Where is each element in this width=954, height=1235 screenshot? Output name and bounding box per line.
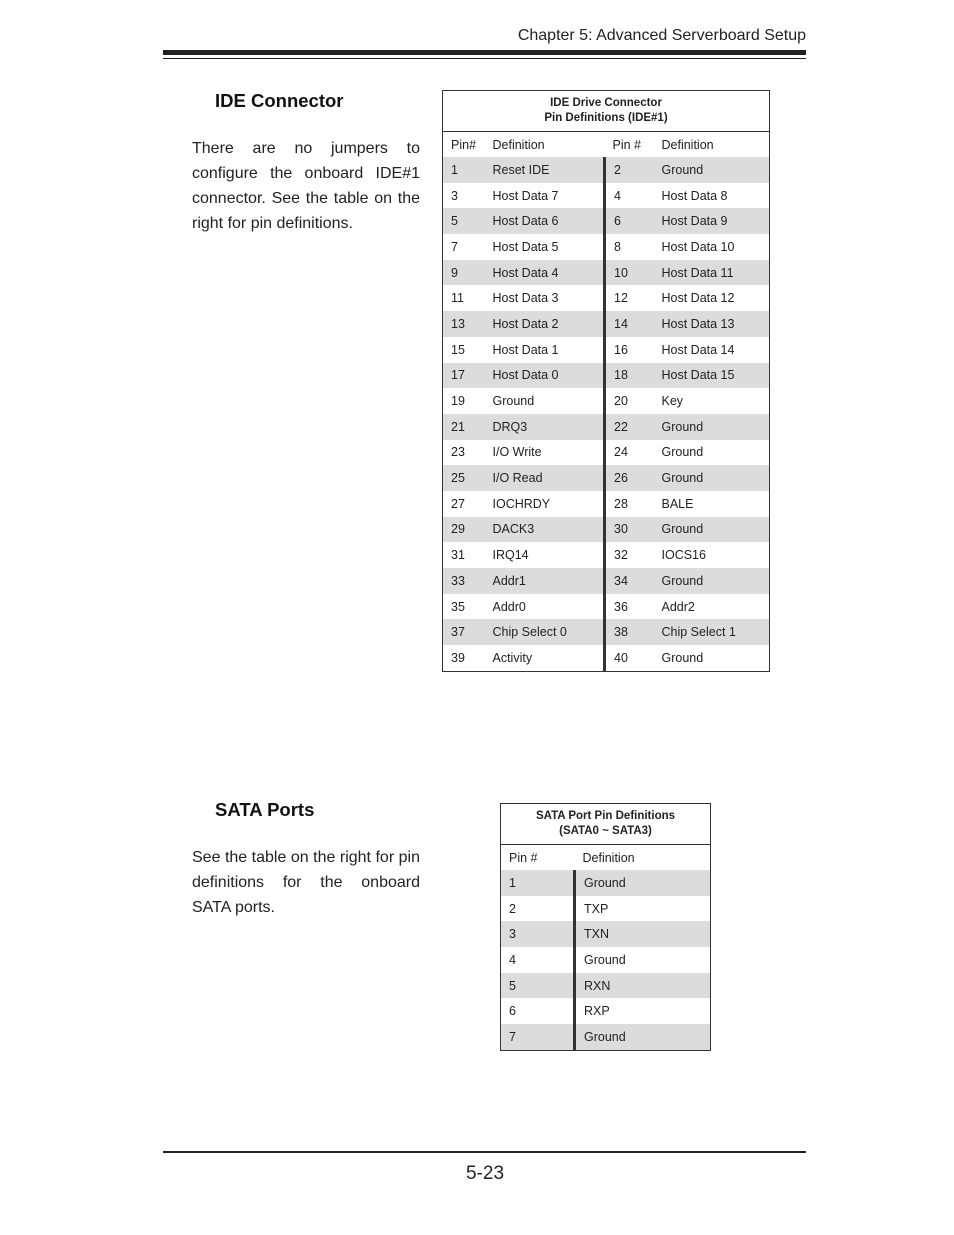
pin-definition: Ground xyxy=(654,517,770,543)
pin-number: 13 xyxy=(443,311,485,337)
pin-number: 38 xyxy=(605,619,654,645)
table-row xyxy=(443,414,770,440)
pin-definition: Chip Select 1 xyxy=(654,619,770,645)
pin-number: 4 xyxy=(605,183,654,209)
pin-definition: Host Data 3 xyxy=(492,291,559,306)
pin-number: 12 xyxy=(605,285,654,311)
pin-definition: TXP xyxy=(575,896,711,922)
sata-table-caption-line1: SATA Port Pin Definitions xyxy=(535,810,676,822)
pin-definition: RXN xyxy=(575,973,711,999)
pin-definition: Host Data 0 xyxy=(485,363,605,389)
pin-definition: Ground xyxy=(575,870,711,896)
footer-rule xyxy=(163,1151,806,1153)
pin-definition: Host Data 4 xyxy=(485,260,605,286)
table-row xyxy=(501,998,711,1024)
table-row xyxy=(443,363,770,389)
pin-definition: Host Data 6 xyxy=(485,208,605,234)
pin-number: 9 xyxy=(443,260,485,286)
pin-number: 27 xyxy=(451,496,465,511)
table-row xyxy=(501,921,711,947)
pin-definition: Host Data 2 xyxy=(485,311,605,337)
table-row xyxy=(443,183,770,209)
pin-definition: IRQ14 xyxy=(492,548,529,563)
pin-number: 29 xyxy=(443,517,485,543)
pin-definition: Ground xyxy=(661,650,704,665)
sata-ports-heading: SATA Ports xyxy=(215,799,315,820)
pin-definition: Host Data 5 xyxy=(492,239,559,254)
pin-definition: Key xyxy=(661,394,684,409)
pin-number: 23 xyxy=(451,445,465,460)
pin-number: 16 xyxy=(605,337,654,363)
sata-table-body xyxy=(501,845,711,1051)
sata-table-column-headers xyxy=(501,845,711,871)
table-row xyxy=(443,157,770,183)
pin-number: 6 xyxy=(605,208,654,234)
table-row xyxy=(501,870,711,896)
pin-number: 34 xyxy=(605,568,654,594)
sata-pin-table xyxy=(500,803,711,1051)
pin-definition: I/O Read xyxy=(485,465,605,491)
pin-number: 1 xyxy=(443,157,485,183)
pin-number: 2 xyxy=(605,157,654,183)
pin-definition: Host Data 7 xyxy=(492,188,559,203)
pin-number: 4 xyxy=(509,952,516,967)
ide-table-column-headers xyxy=(443,132,770,158)
ide-table-body xyxy=(443,132,770,672)
pin-definition: IOCHRDY xyxy=(492,496,551,511)
pin-definition: Ground xyxy=(654,465,770,491)
table-row xyxy=(443,594,770,620)
table-row xyxy=(443,568,770,594)
pin-definition: IOCS16 xyxy=(661,548,706,563)
pin-definition: Addr1 xyxy=(485,568,605,594)
pin-number: 26 xyxy=(605,465,654,491)
pin-definition: Ground xyxy=(575,947,711,973)
table-row xyxy=(501,973,711,999)
pin-definition: Ground xyxy=(575,1024,711,1050)
table-row xyxy=(443,517,770,543)
pin-number: 25 xyxy=(443,465,485,491)
pin-number: 5 xyxy=(501,973,575,999)
pin-definition: Activity xyxy=(492,650,533,665)
pin-definition: Ground xyxy=(654,157,770,183)
pin-definition: Addr0 xyxy=(492,599,526,614)
pin-definition: Host Data 13 xyxy=(654,311,770,337)
ide-connector-description: There are no jumpers to configure the onboard IDE#1 connector. See the table on the right for pin definitions. xyxy=(192,140,420,232)
pin-number: 37 xyxy=(443,619,485,645)
table-row xyxy=(443,619,770,645)
sata-ports-description: See the table on the right for pin definitions for the onboard SATA ports. xyxy=(192,849,420,916)
pin-definition: DRQ3 xyxy=(485,414,605,440)
pin-definition: Addr2 xyxy=(661,599,695,614)
pin-number: 1 xyxy=(501,870,575,896)
pin-definition: Host Data 15 xyxy=(654,363,770,389)
pin-number: 8 xyxy=(605,234,654,260)
pin-number: 22 xyxy=(605,414,654,440)
pin-definition: I/O Write xyxy=(492,445,542,460)
pin-number: 28 xyxy=(605,491,654,517)
pin-number: 7 xyxy=(451,239,458,254)
pin-number: 17 xyxy=(443,363,485,389)
header-rule-thin xyxy=(163,58,806,59)
sata-table-caption xyxy=(501,804,711,845)
column-header-pin: Pin# xyxy=(451,137,477,152)
pin-definition: BALE xyxy=(661,496,694,511)
pin-number: 31 xyxy=(451,548,465,563)
table-row xyxy=(443,208,770,234)
pin-number: 21 xyxy=(443,414,485,440)
table-row xyxy=(443,645,770,671)
pin-number: 19 xyxy=(451,394,465,409)
ide-table-caption-line2: Pin Definitions (IDE#1) xyxy=(544,112,668,124)
table-row xyxy=(443,388,770,414)
ide-connector-heading: IDE Connector xyxy=(215,90,344,111)
ide-pin-table xyxy=(442,90,770,672)
table-row xyxy=(443,337,770,363)
pin-definition: Ground xyxy=(661,445,704,460)
pin-number: 10 xyxy=(605,260,654,286)
pin-number: 6 xyxy=(509,1004,516,1019)
table-row xyxy=(501,1024,711,1050)
pin-definition: Host Data 11 xyxy=(654,260,770,286)
pin-definition: Host Data 10 xyxy=(661,239,735,254)
pin-number: 40 xyxy=(605,645,654,671)
pin-number: 33 xyxy=(443,568,485,594)
column-header-definition: Definition xyxy=(582,850,635,865)
table-row xyxy=(443,234,770,260)
pin-number: 18 xyxy=(605,363,654,389)
ide-table-caption-line1: IDE Drive Connector xyxy=(550,97,662,109)
pin-definition: Chip Select 0 xyxy=(485,619,605,645)
pin-number: 11 xyxy=(451,291,464,306)
table-row xyxy=(443,542,770,568)
pin-definition: Host Data 8 xyxy=(661,188,728,203)
pin-definition: Ground xyxy=(492,394,535,409)
pin-definition: Host Data 1 xyxy=(492,342,559,357)
pin-definition: DACK3 xyxy=(485,517,605,543)
pin-number: 2 xyxy=(509,901,516,916)
pin-number: 3 xyxy=(451,188,458,203)
pin-number: 15 xyxy=(451,342,465,357)
pin-number: 39 xyxy=(451,650,465,665)
table-row xyxy=(501,896,711,922)
pin-number: 7 xyxy=(501,1024,575,1050)
pin-definition: RXP xyxy=(575,998,711,1024)
header-rule-thick xyxy=(163,50,806,55)
column-header-pin: Pin # xyxy=(612,137,641,152)
pin-definition: Host Data 14 xyxy=(661,342,735,357)
column-header-definition: Definition xyxy=(492,137,545,152)
pin-number: 36 xyxy=(605,594,654,620)
pin-number: 5 xyxy=(443,208,485,234)
pin-definition: Host Data 9 xyxy=(654,208,770,234)
pin-definition: Ground xyxy=(654,414,770,440)
pin-definition: Host Data 12 xyxy=(661,291,735,306)
chapter-title: Chapter 5: Advanced Serverboard Setup xyxy=(517,27,806,44)
column-header-pin: Pin # xyxy=(509,850,538,865)
pin-number: 14 xyxy=(605,311,654,337)
page-number: 5-23 xyxy=(465,1163,505,1184)
pin-number: 30 xyxy=(605,517,654,543)
sata-table-caption-line2: (SATA0 ~ SATA3) xyxy=(559,825,652,837)
table-row xyxy=(501,947,711,973)
table-row xyxy=(443,491,770,517)
table-row xyxy=(443,285,770,311)
ide-table-caption xyxy=(443,91,770,132)
table-row xyxy=(443,311,770,337)
pin-definition: Reset IDE xyxy=(485,157,605,183)
table-row xyxy=(443,260,770,286)
pin-number: 20 xyxy=(605,388,654,414)
column-header-definition: Definition xyxy=(661,137,714,152)
pin-definition: Ground xyxy=(654,568,770,594)
table-row xyxy=(443,440,770,466)
pin-number: 35 xyxy=(451,599,465,614)
pin-number: 32 xyxy=(605,542,654,568)
pin-number: 24 xyxy=(605,440,654,466)
pin-definition: TXN xyxy=(575,921,711,947)
table-row xyxy=(443,465,770,491)
pin-number: 3 xyxy=(501,921,575,947)
